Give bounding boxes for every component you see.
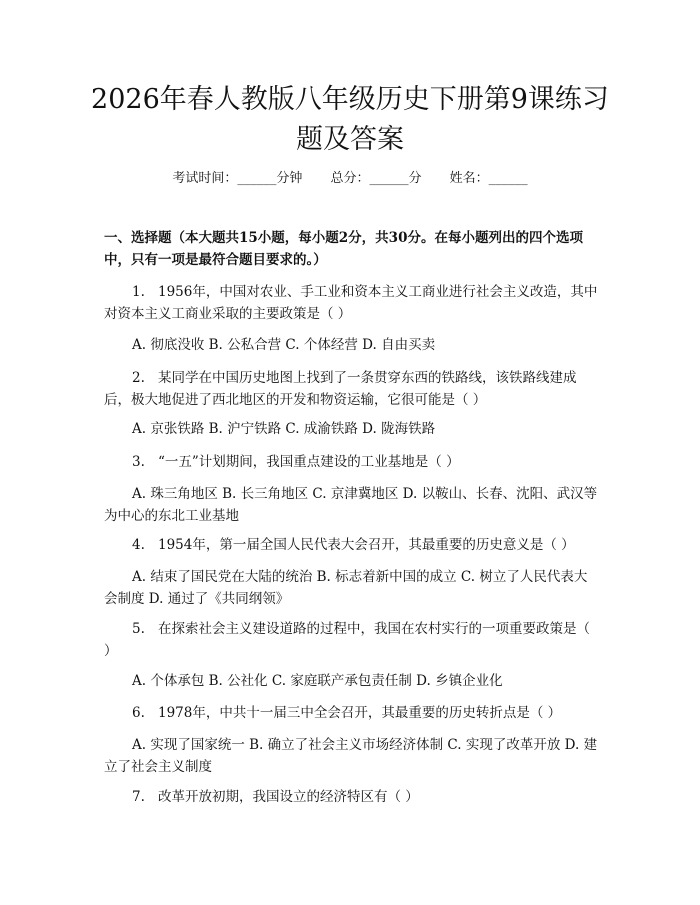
question-text: 1954年，第一届全国人民代表大会召开，其最重要的历史意义是（ ） <box>158 537 575 553</box>
question-7 <box>104 786 600 808</box>
question-number: 3. <box>132 454 145 470</box>
question-text: “一五”计划期间，我国重点建设的工业基地是（ ） <box>158 454 460 470</box>
exam-info-line <box>0 170 700 188</box>
question-number: 5. <box>132 621 145 637</box>
document-title: 2026年春人教版八年级历史下册第9课练习题及答案 <box>91 84 609 155</box>
question-number: 4. <box>132 537 145 553</box>
question-1 <box>104 281 600 325</box>
question-text: 1978年，中共十一届三中全会召开，其最重要的历史转折点是（ ） <box>158 705 562 721</box>
question-2 <box>104 367 600 411</box>
question-text: 某同学在中国历史地图上找到了一条贯穿东西的铁路线，该铁路线建成后，极大地促进了西北地区的开发和物资运输，它很可能是（ ） <box>104 370 577 408</box>
question-4-options: A. 结束了国民党在大陆的统治 B. 标志着新中国的成立 C. 树立了人民代表大会制度 D. 通过了《共同纲领》 <box>104 569 588 607</box>
question-3 <box>104 451 600 473</box>
question-text: 1956年，中国对农业、手工业和资本主义工商业进行社会主义改造，其中对资本主义工商业采取的主要政策是（ ） <box>104 284 598 322</box>
question-number: 7. <box>132 789 145 805</box>
question-4 <box>104 534 600 556</box>
question-text: 在探索社会主义建设道路的过程中，我国在农村实行的一项重要政策是（ ） <box>104 621 590 659</box>
question-1-options: A. 彻底没收 B. 公私合营 C. 个体经营 D. 自由买卖 <box>132 337 436 353</box>
section-heading: 一、选择题（本大题共15小题，每小题2分，共30分。在每小题列出的四个选项中，只有一项是最符合题目要求的。） <box>104 230 583 268</box>
question-5 <box>104 618 600 662</box>
question-6 <box>104 702 600 724</box>
student-name-field: 姓名：______ <box>449 171 528 186</box>
question-number: 1. <box>132 284 145 300</box>
question-6-options: A. 实现了国家统一 B. 确立了社会主义市场经济体制 C. 实现了改革开放 D. 建立了社会主义制度 <box>104 737 598 775</box>
question-5-options: A. 个体承包 B. 公社化 C. 家庭联产承包责任制 D. 乡镇企业化 <box>132 673 503 689</box>
question-number: 6. <box>132 705 145 721</box>
question-number: 2. <box>132 370 145 386</box>
question-2-options: A. 京张铁路 B. 沪宁铁路 C. 成渝铁路 D. 陇海铁路 <box>132 421 436 437</box>
total-score-field: 总分：______分 <box>330 171 422 186</box>
question-3-options: A. 珠三角地区 B. 长三角地区 C. 京津冀地区 D. 以鞍山、长春、沈阳、武汉等为中心的东北工业基地 <box>104 486 598 524</box>
question-text: 改革开放初期，我国设立的经济特区有（ ） <box>158 789 419 805</box>
exam-time-field: 考试时间：______分钟 <box>172 171 303 186</box>
